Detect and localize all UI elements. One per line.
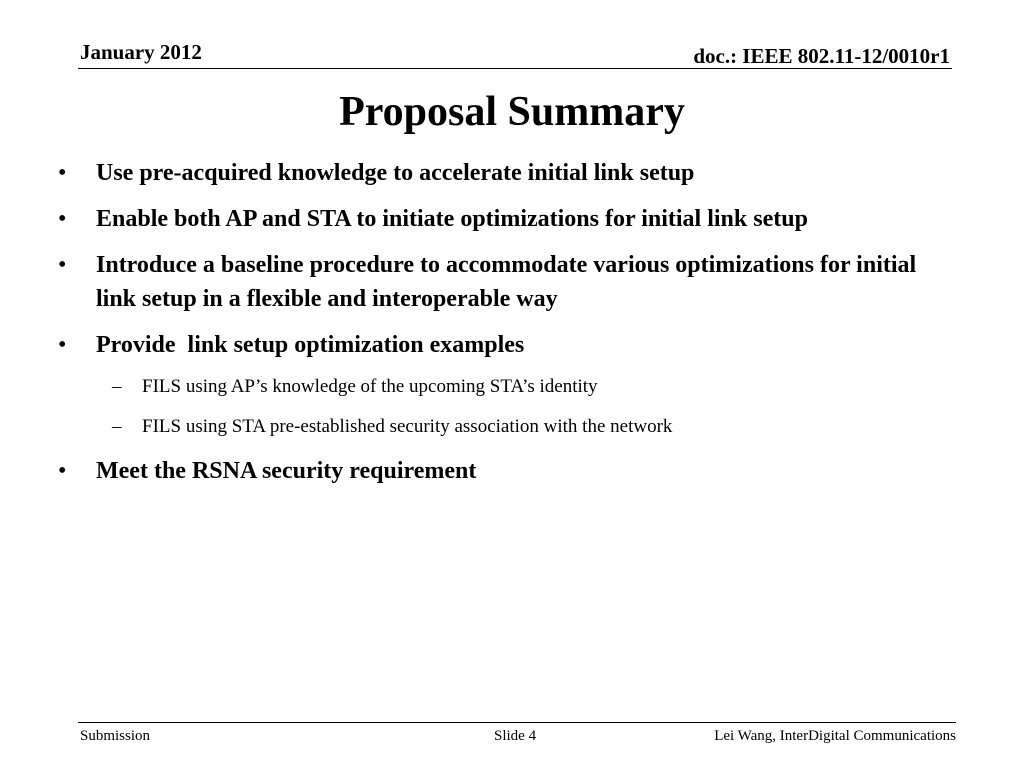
bullet-item (58, 248, 958, 316)
bullet-item (58, 156, 958, 190)
sub-bullet-text: FILS using AP’s knowledge of the upcoming STA’s identity (142, 376, 598, 397)
header-date: January 2012 (80, 40, 202, 64)
bullet-text: Use pre-acquired knowledge to accelerate initial link setup (96, 160, 695, 186)
bullet-text: Meet the RSNA security requirement (96, 458, 477, 484)
bullet-item (58, 328, 958, 362)
sub-bullet-text: FILS using STA pre-established security association with the network (142, 416, 673, 437)
slide-title: Proposal Summary (339, 89, 685, 135)
header-doc-id: doc.: IEEE 802.11-12/0010r1 (693, 44, 950, 68)
sub-bullet-item (112, 414, 958, 440)
bullet-mark: • (58, 252, 67, 278)
slide-content (58, 156, 958, 500)
footer-divider (78, 722, 956, 723)
footer-slide-number: Slide 4 (494, 728, 537, 744)
bullet-mark: • (58, 206, 67, 232)
bullet-mark: • (58, 160, 67, 186)
bullet-mark: • (58, 332, 67, 358)
footer-submission: Submission (80, 728, 151, 744)
footer-author: Lei Wang, InterDigital Communications (714, 728, 956, 744)
sub-bullet-item (112, 374, 958, 400)
bullet-text: Enable both AP and STA to initiate optimizations for initial link setup (96, 206, 808, 232)
dash-mark: – (112, 416, 122, 437)
bullet-text: Introduce a baseline procedure to accommodate various optimizations for initial link setup in a flexible and interoperable way (96, 252, 917, 312)
bullet-text: Provide link setup optimization examples (96, 332, 525, 358)
header-divider (78, 68, 952, 69)
bullet-item (58, 202, 958, 236)
bullet-mark: • (58, 458, 67, 484)
dash-mark: – (112, 376, 122, 397)
bullet-item (58, 454, 958, 488)
